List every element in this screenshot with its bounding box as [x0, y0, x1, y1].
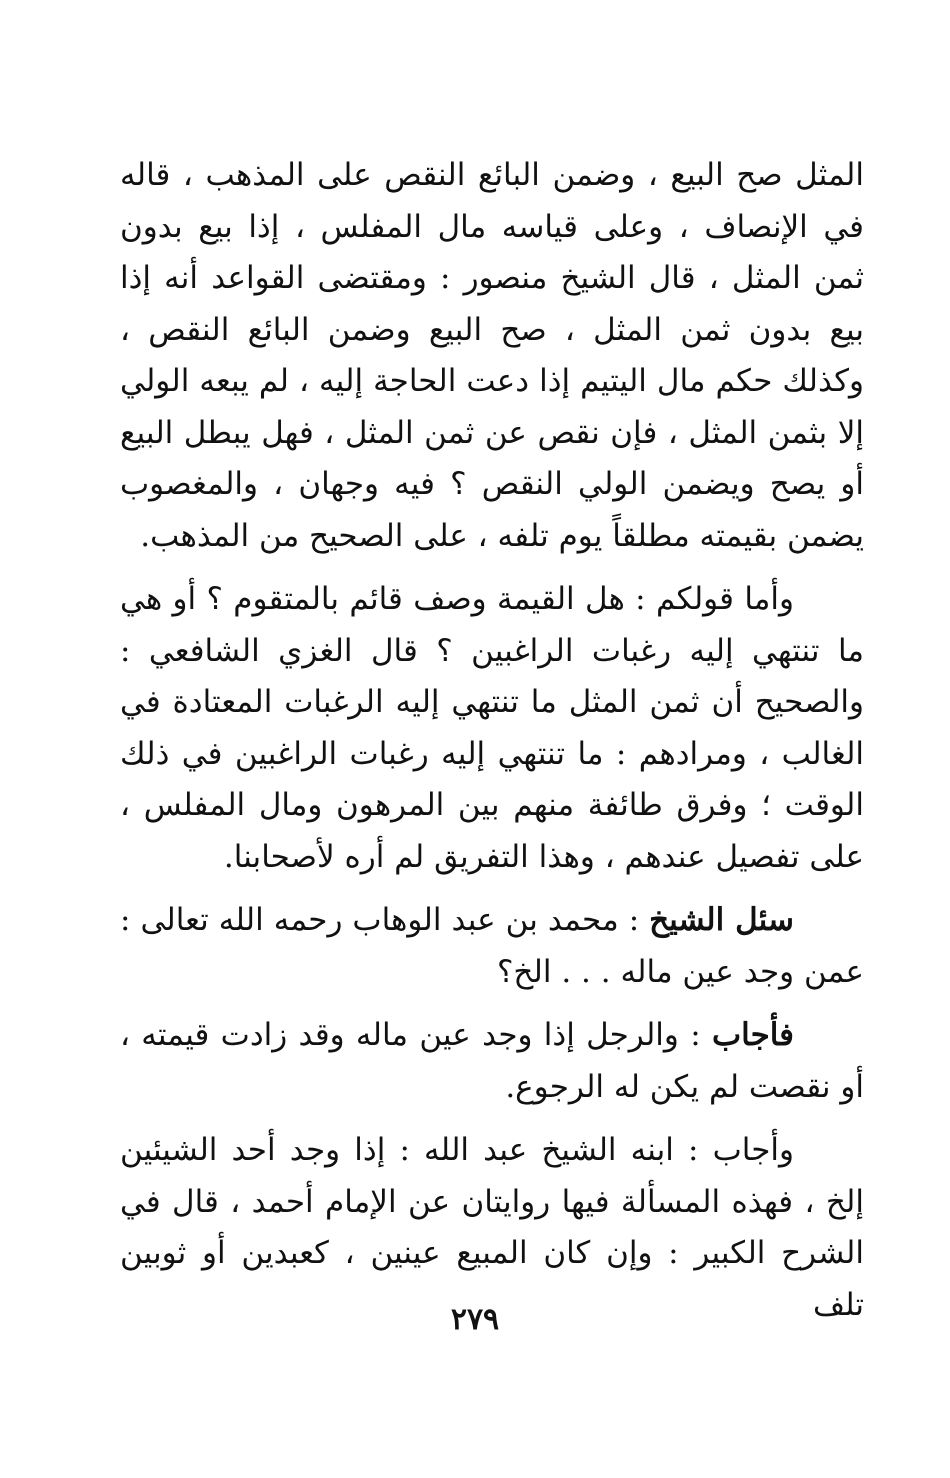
question-text: : محمد بن عبد الوهاب رحمه الله تعالى : عمن وجد عين ماله . . . الخ؟	[120, 902, 864, 990]
page-number: ٢٧٩	[450, 1302, 500, 1337]
question-lead: سئل الشيخ	[649, 902, 794, 938]
paragraph-4	[120, 1010, 864, 1113]
paragraph-2: وأما قولكم : هل القيمة وصف قائم بالمتقوم ؟ أو هي ما تنتهي إليه رغبات الراغبين ؟ قال الغزي الشافعي : والصحيح أن ثمن المثل ما تنتهي إليه الرغبات المعتادة في الغالب ، ومرادهم : ما تنتهي إليه رغبات الراغبين في ذلك الوقت ؛ وفرق طائفة منهم بين المرهون ومال المفلس ، على تفصيل عندهم ، وهذا التفريق لم أره لأصحابنا.	[120, 581, 864, 875]
answer-text: : والرجل إذا وجد عين ماله وقد زادت قيمته ، أو نقصت لم يكن له الرجوع.	[120, 1017, 864, 1105]
paragraph-1: المثل صح البيع ، وضمن البائع النقص على المذهب ، قاله في الإنصاف ، وعلى قياسه مال المفلس ، إذا بيع بدون ثمن المثل ، قال الشيخ منصور : ومقتضى القواعد أنه إذا بيع بدون ثمن المثل ، صح البيع وضمن البائع النقص ، وكذلك حكم مال اليتيم إذا دعت الحاجة إليه ، لم يبعه الولي إلا بثمن المثل ، فإن نقص عن ثمن المثل ، فهل يبطل البيع أو يصح ويضمن الولي النقص ؟ فيه وجهان ، والمغصوب يضمن بقيمته مطلقاً يوم تلفه ، على الصحيح من المذهب.	[120, 157, 864, 554]
paragraph-3	[120, 895, 864, 998]
page-body	[120, 150, 864, 1331]
paragraph-5: وأجاب : ابنه الشيخ عبد الله : إذا وجد أحد الشيئين إلخ ، فهذه المسألة فيها روايتان عن الإمام أحمد ، قال في الشرح الكبير : وإن كان المبيع عينين ، كعبدين أو ثوبين تلف	[120, 1132, 864, 1323]
answer-lead: فأجاب	[711, 1017, 794, 1053]
